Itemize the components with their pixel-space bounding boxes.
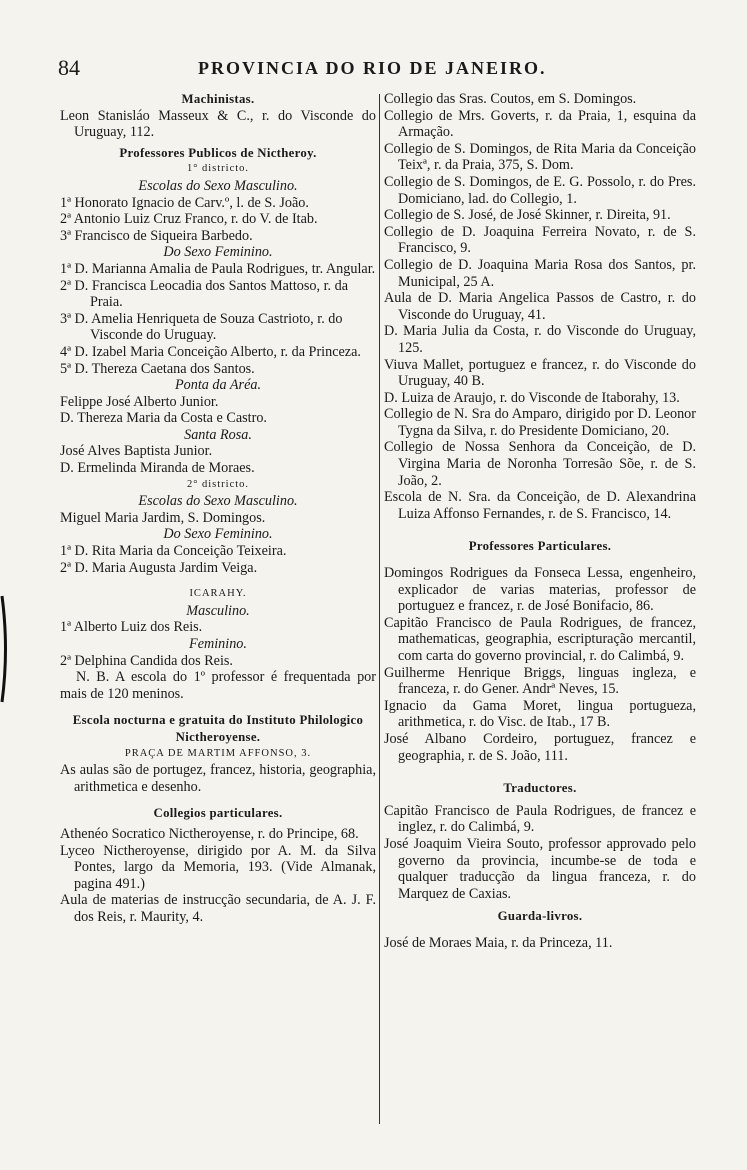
praca-address: PRAÇA DE MARTIM AFFONSO, 3. — [124, 747, 312, 759]
icarahy-heading: ICARAHY. — [189, 588, 247, 600]
page-header — [58, 55, 698, 85]
icarahy-masc-heading: Masculino. — [186, 602, 250, 619]
entry: 3ª Francisco de Siqueira Barbedo. — [60, 227, 253, 244]
entry: Miguel Maria Jardim, S. Domingos. — [60, 509, 266, 526]
d1-masc-heading: Escolas do Sexo Masculino. — [138, 177, 298, 194]
professores-heading: Professores Publicos de Nictheroy. — [119, 145, 317, 160]
entry: Collegio de D. Joaquina Maria Rosa dos Santos, pr. Municipal, 25 A. — [384, 256, 696, 290]
entry: Domingos Rodrigues da Fonseca Lessa, engenheiro, explicador de varias materias, professor de portuguez e francez, r. de José Bonifacio, 86. — [384, 565, 696, 615]
escola-heading: Escola nocturna e gratuita do Instituto Philologico Nictheroyense. — [72, 713, 364, 744]
entry: D. Thereza Maria da Costa e Castro. — [60, 410, 267, 427]
entry: Capitão Francisco de Paula Rodrigues, de francez, mathematicas, geographia, escripturação mercantil, com carta do governo provincial, r. do Calimbá, 9. — [384, 614, 696, 664]
entry: Collegio de N. Sra do Amparo, dirigido por D. Leonor Tygna da Silva, r. do Presidente Domiciano, 20. — [384, 406, 696, 439]
entry: Athenéo Socratico Nictheroyense, r. do Principe, 68. — [60, 825, 359, 842]
entry: Aula de D. Maria Angelica Passos de Castro, r. do Visconde do Uruguay, 41. — [384, 290, 696, 323]
entry: Capitão Francisco de Paula Rodrigues, de francez e inglez, r. do Calimbá, 9. — [384, 802, 696, 836]
entry: Guilherme Henrique Briggs, linguas ingleza, e franceza, r. do Gener. Andrª Neves, 15. — [384, 664, 696, 698]
escola-text: As aulas são de portugez, francez, historia, geographia, arithmetica e desenho. — [60, 762, 376, 795]
guarda-heading: Guarda-livros. — [497, 909, 583, 924]
icarahy-fem-heading: Feminino. — [189, 636, 247, 652]
page-number: 84 — [58, 55, 80, 80]
entry: 5ª D. Thereza Caetana dos Santos. — [60, 360, 255, 377]
d2-masc-heading: Escolas do Sexo Masculino. — [138, 493, 298, 510]
entry: 4ª D. Izabel Maria Conceição Alberto, r. da Princeza. — [60, 343, 361, 360]
entry: Felippe José Alberto Junior. — [60, 393, 219, 410]
entry: Collegio de D. Joaquina Ferreira Novato, r. de S. Francisco, 9. — [384, 223, 696, 257]
ponta-heading: Ponta da Aréa. — [174, 377, 262, 394]
machinistas-heading: Machinistas. — [181, 92, 255, 106]
district-1-heading: 1° districto. — [186, 163, 250, 175]
bracket-mark — [0, 594, 10, 704]
entry: 2ª D. Maria Augusta Jardim Veiga. — [60, 559, 258, 576]
entry: Collegio de S. Domingos, de E. G. Possolo, r. do Pres. Domiciano, lad. do Collegio, 1. — [384, 173, 696, 207]
entry: 1ª Honorato Ignacio de Carv.º, l. de S. João. — [60, 194, 309, 211]
entry: 1ª D. Rita Maria da Conceição Teixeira. — [60, 543, 287, 560]
entry: Collegio de Nossa Senhora da Conceição, de D. Virgina Maria de Noronha Torresão Sõe, r. de S. João, 2. — [384, 439, 696, 489]
entry: Viuva Mallet, portuguez e francez, r. do Visconde do Uruguay, 40 B. — [384, 356, 696, 390]
tradutores-heading: Traductores. — [503, 781, 577, 796]
column-divider — [379, 94, 380, 1124]
entry: José Joaquim Vieira Souto, professor approvado pelo governo da provincia, incumbe-se de toda e qualquer traducção da lingua franceza, r. do Marquez de Caxias. — [384, 835, 696, 902]
entry: Collegio de S. José, de José Skinner, r. Direita, 91. — [384, 207, 671, 224]
d2-fem-heading: Do Sexo Feminino. — [163, 526, 273, 543]
santa-heading: Santa Rosa. — [184, 426, 252, 443]
entry: D. Luiza de Araujo, r. do Visconde de Itaborahy, 13. — [384, 389, 680, 406]
entry: Ignacio da Gama Moret, lingua portugueza, arithmetica, r. do Visc. de Itab., 17 B. — [384, 697, 696, 731]
entry: 3ª D. Amelia Henriqueta de Souza Castrioto, r. do Visconde do Uruguay. — [60, 310, 343, 344]
entry: José de Moraes Maia, r. da Princeza, 11. — [384, 934, 613, 951]
entry: Collegio de Mrs. Goverts, r. da Praia, 1, esquina da Armação. — [384, 107, 696, 141]
left-column — [60, 91, 376, 926]
entry: Escola de N. Sra. da Conceição, de D. Alexandrina Luiza Affonso Fernandes, r. de S. Francisco, 14. — [384, 489, 696, 522]
right-column — [384, 91, 696, 952]
particulares-heading: Professores Particulares. — [468, 539, 612, 554]
entry: Lyceo Nictheroyense, dirigido por A. M. da Silva Pontes, largo da Memoria, 193. (Vide Almanak, pagina 491.) — [60, 842, 376, 892]
page-title: PROVINCIA DO RIO DE JANEIRO. — [198, 58, 547, 78]
entry: Aula de materias de instrucção secundaria, de A. J. F. dos Reis, r. Maurity, 4. — [60, 892, 376, 925]
entry: 2ª Delphina Candida dos Reis. — [60, 652, 233, 669]
entry: 1ª D. Marianna Amalia de Paula Rodrigues, tr. Angular. — [60, 260, 376, 277]
d1-fem-heading: Do Sexo Feminino. — [163, 244, 273, 261]
entry: Leon Stanisláo Masseux & C., r. do Visconde do Uruguay, 112. — [60, 107, 376, 141]
entry: José Albano Cordeiro, portuguez, francez e geographia, r. de S. João, 111. — [384, 730, 696, 764]
entry: 1ª Alberto Luiz dos Reis. — [60, 619, 203, 636]
entry: Collegio das Sras. Coutos, em S. Domingos. — [384, 91, 637, 107]
collegios-heading: Collegios particulares. — [153, 806, 283, 821]
note: N. B. A escola do 1º professor é frequentada por mais de 120 meninos. — [60, 669, 376, 702]
entry: D. Ermelinda Miranda de Moraes. — [60, 460, 255, 477]
entry: 2ª Antonio Luiz Cruz Franco, r. do V. de Itab. — [60, 211, 318, 228]
entry: José Alves Baptista Junior. — [60, 443, 213, 460]
district-2-heading: 2° districto. — [186, 478, 250, 490]
entry: Collegio de S. Domingos, de Rita Maria da Conceição Teixª, r. da Praia, 375, S. Dom. — [384, 140, 696, 174]
entry: 2ª D. Francisca Leocadia dos Santos Mattoso, r. da Praia. — [60, 277, 348, 311]
entry: D. Maria Julia da Costa, r. do Visconde do Uruguay, 125. — [384, 323, 696, 356]
